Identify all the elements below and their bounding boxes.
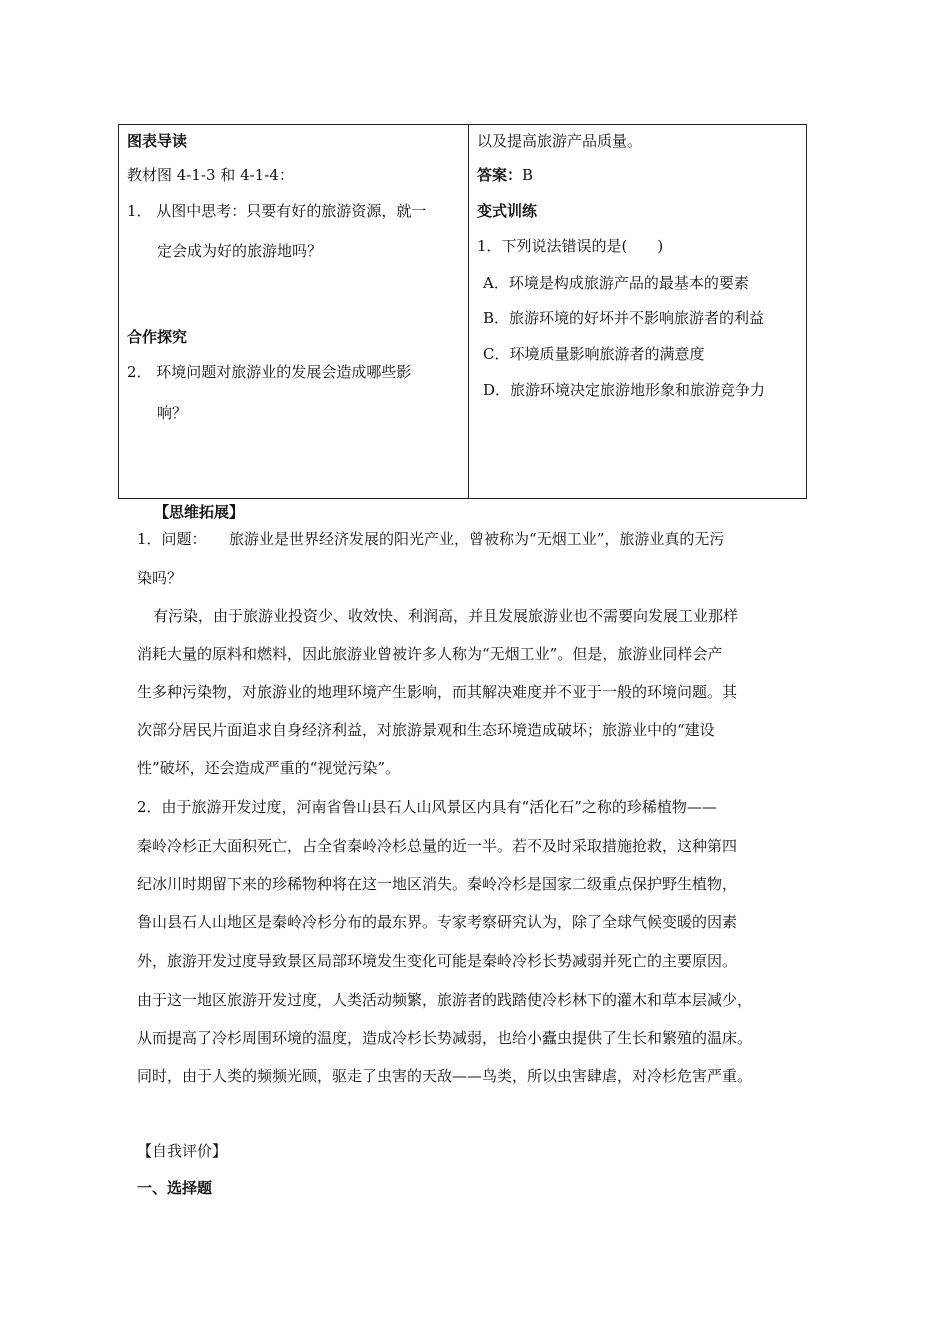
paragraph-3-line: 从而提高了冷杉周围环境的温度，造成冷杉长势减弱，也给小蠹虫提供了生长和繁殖的温床。 — [137, 1029, 753, 1047]
paragraph-3-line: 外，旅游开发过度导致景区局部环境发生变化可能是秦岭冷杉长势减弱并死亡的主要原因。 — [137, 952, 738, 970]
option-a: A．环境是构成旅游产品的最基本的要素 — [483, 274, 749, 292]
paragraph-3-line: 秦岭冷杉正大面积死亡，占全省秦岭冷杉总量的近一半。若不及时采取措施抢救，这种第四 — [137, 837, 738, 855]
guide-table — [118, 124, 807, 499]
paragraph-3-line: 纪冰川时期留下来的珍稀物种将在这一地区消失。秦岭冷杉是国家二级重点保护野生植物， — [137, 875, 738, 893]
question-1-line-1: 1． 从图中思考：只要有好的旅游资源，就一 — [127, 202, 427, 220]
answer-value: B — [522, 166, 534, 184]
paragraph-3-line: 鲁山县石人山地区是秦岭冷杉分布的最东界。专家考察研究认为，除了全球气候变暖的因素 — [137, 913, 738, 931]
option-b: B．旅游环境的好坏并不影响旅游者的利益 — [483, 309, 765, 327]
answer-label: 答案： — [477, 166, 523, 184]
self-evaluation-title: 【自我评价】 — [137, 1142, 228, 1160]
cooperative-inquiry-heading: 合作探究 — [127, 328, 188, 346]
question-2-line-1: 2． 环境问题对旅游业的发展会造成哪些影 — [127, 363, 412, 381]
paragraph-2-line: 消耗大量的原料和燃料，因此旅游业曾被许多人称为“无烟工业”。但是，旅游业同样会产 — [137, 645, 723, 663]
paragraph-3-line: 同时，由于人类的频频光顾，驱走了虫害的天敌——鸟类，所以虫害肆虐，对冷杉危害严重。 — [137, 1067, 753, 1085]
paragraph-3-line: 由于这一地区旅游开发过度，人类活动频繁，旅游者的践踏使冷杉林下的灌木和草本层减少， — [137, 991, 753, 1009]
multiple-choice-heading: 一、选择题 — [137, 1179, 213, 1197]
exercise-question: 1．下列说法错误的是( ) — [477, 237, 664, 255]
question-2-line-2: 响？ — [157, 404, 188, 422]
paragraph-2-line: 次部分居民片面追求自身经济利益，对旅游景观和生态环境造成破坏；旅游业中的“建设 — [137, 721, 715, 739]
paragraph-2-line: 有污染，由于旅游业投资少、收效快、利润高，并且发展旅游业也不需要向发展工业那样 — [153, 607, 739, 625]
continuation-line: 以及提高旅游产品质量。 — [477, 132, 643, 150]
paragraph-2-line: 生多种污染物，对旅游业的地理环境产生影响，而其解决难度并不亚于一般的环境问题。其 — [137, 683, 738, 701]
option-d: D．旅游环境决定旅游地形象和旅游竞争力 — [483, 381, 766, 399]
paragraph-1-line: 1．问题： 旅游业是世界经济发展的阳光产业，曾被称为“无烟工业”，旅游业真的无污 — [137, 530, 725, 548]
thinking-extension-title: 【思维拓展】 — [154, 503, 245, 521]
chart-guide-heading: 图表导读 — [127, 132, 188, 150]
option-c: C．环境质量影响旅游者的满意度 — [483, 345, 705, 363]
paragraph-1-line: 染吗？ — [137, 569, 183, 587]
paragraph-2-line: 性”破坏，还会造成严重的“视觉污染”。 — [137, 759, 401, 777]
table-divider — [468, 125, 469, 498]
paragraph-3-line: 2．由于旅游开发过度，河南省鲁山县石人山风景区内具有“活化石”之称的珍稀植物—— — [137, 798, 717, 816]
answer-line — [477, 165, 533, 185]
question-1-line-2: 定会成为好的旅游地吗？ — [157, 242, 323, 260]
textbook-figure-line: 教材图 4-1-3 和 4-1-4： — [127, 166, 294, 184]
variant-training-heading: 变式训练 — [477, 202, 538, 220]
